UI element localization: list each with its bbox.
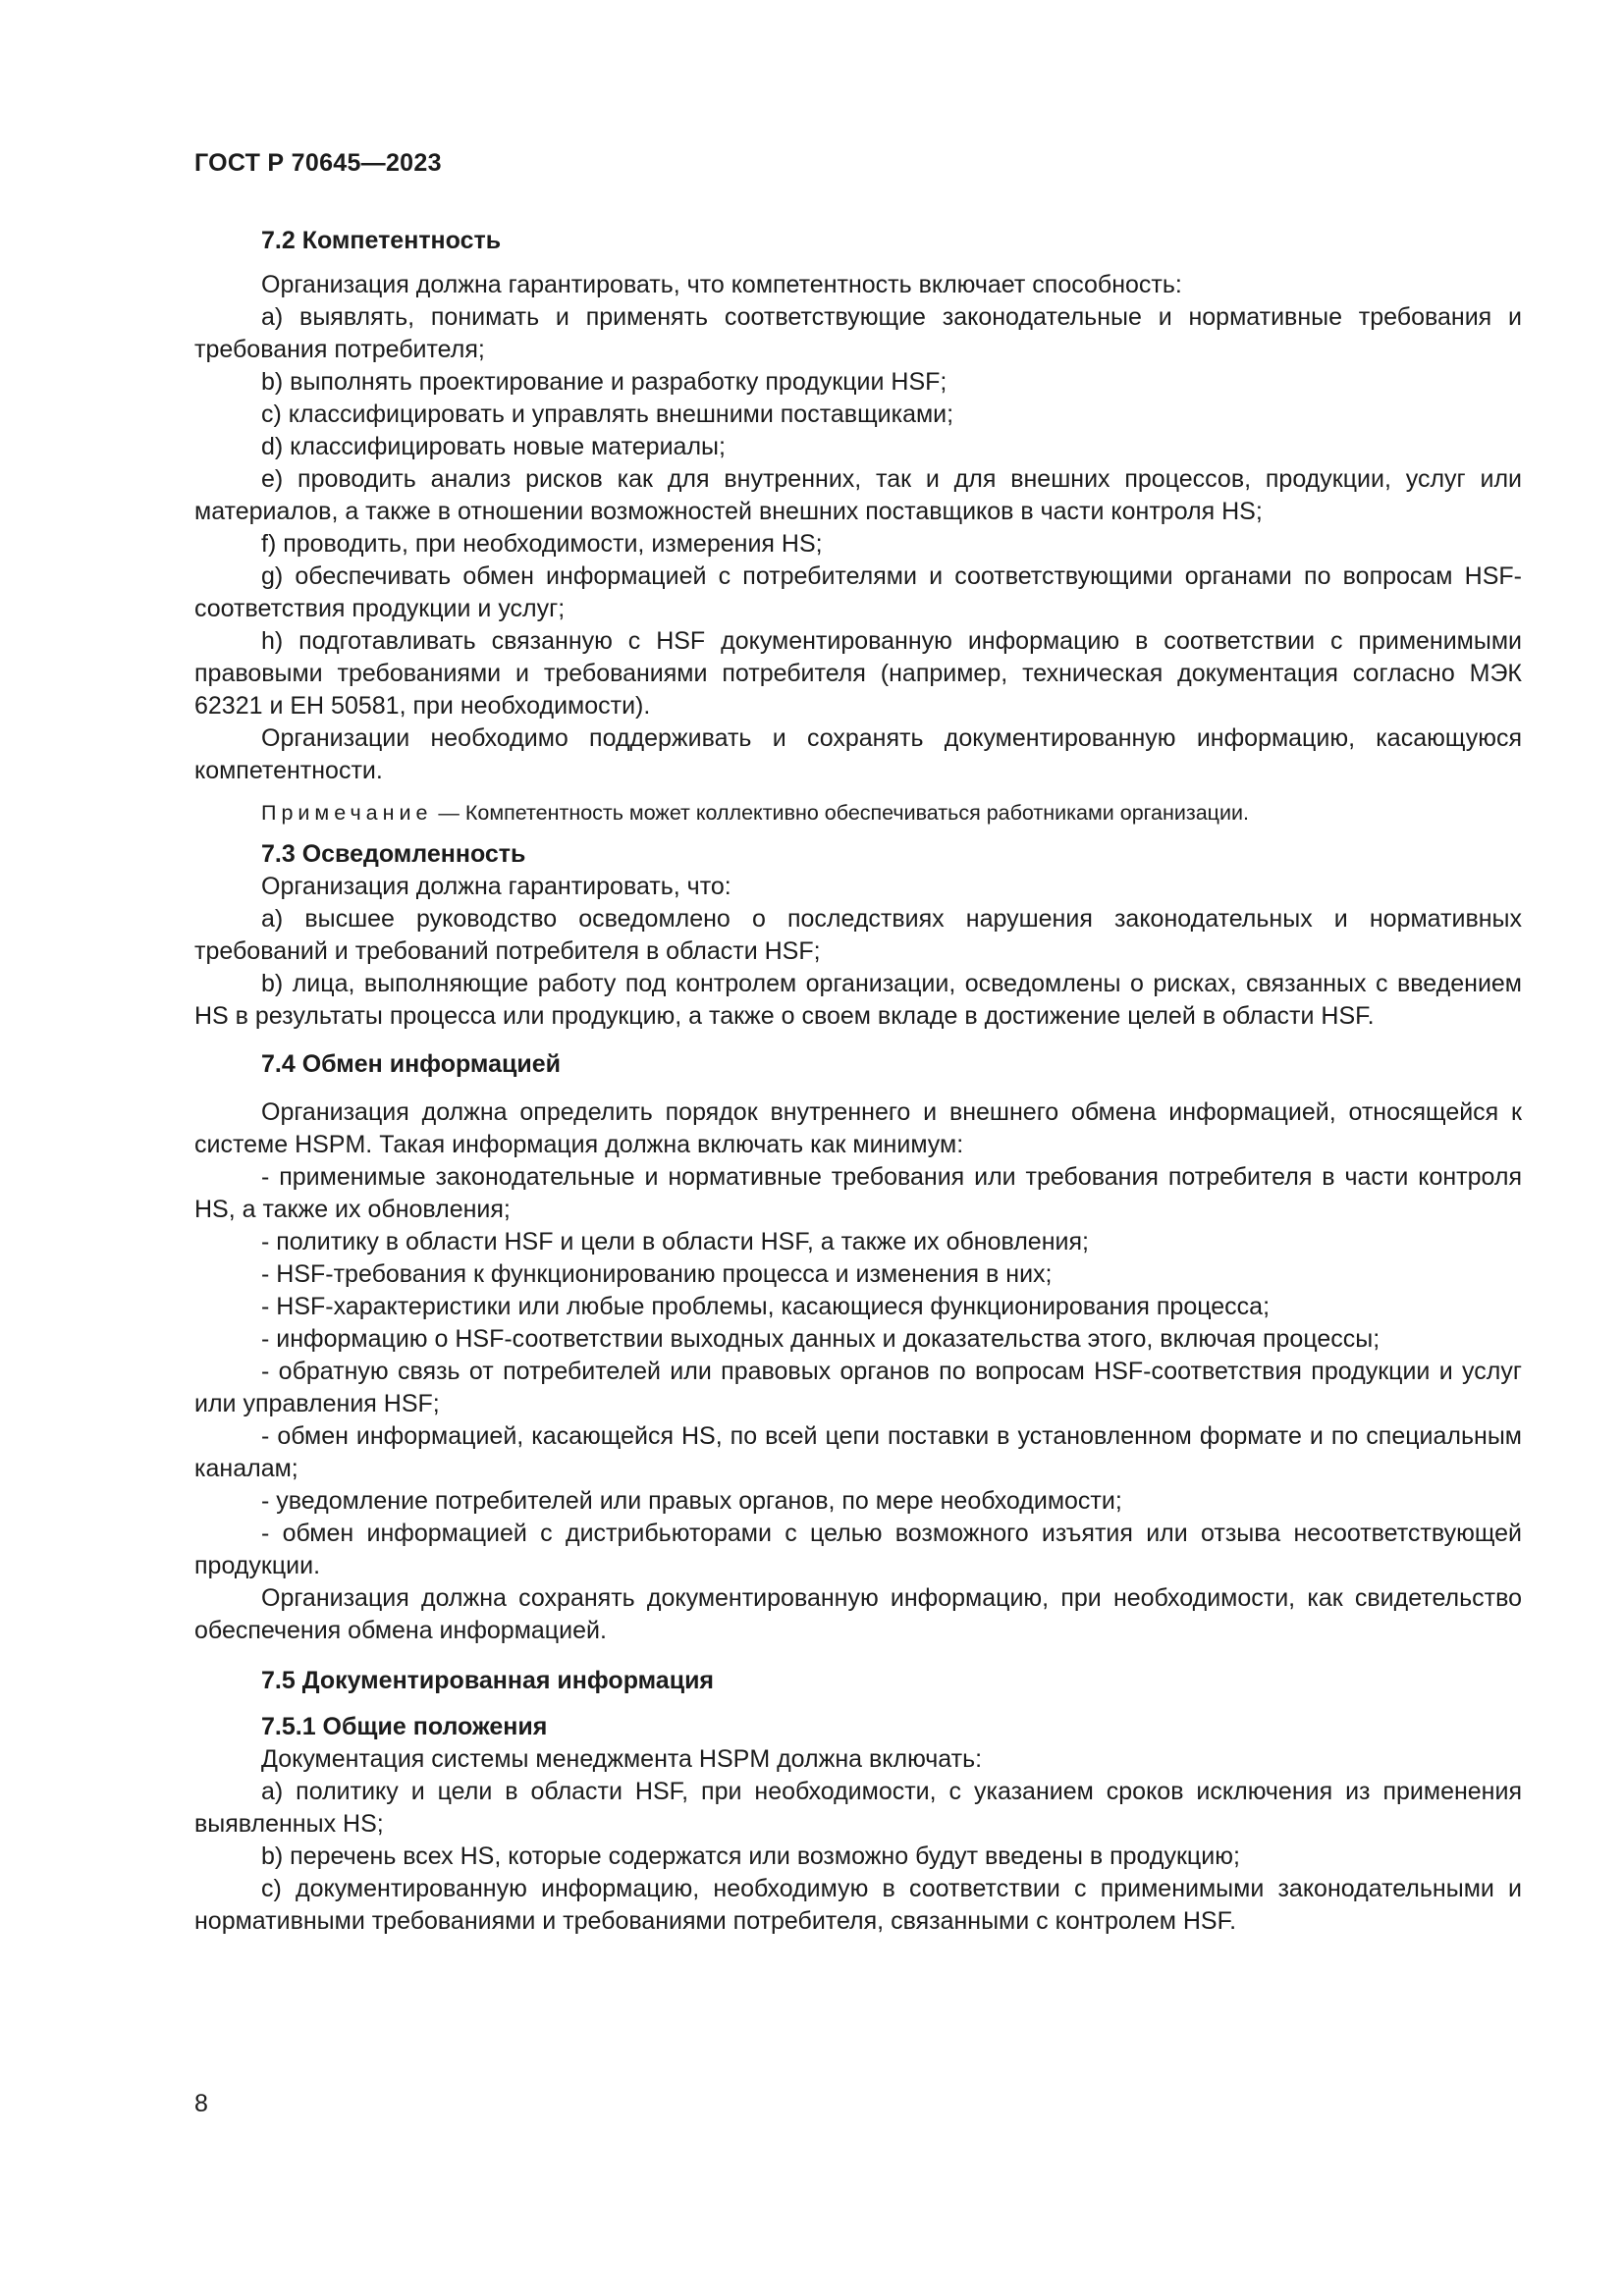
section-7-4-item-1: - применимые законодательные и нормативные требования или требования потребителя в части контроля HS, а также их обновления; [194,1163,1522,1223]
section-7-2-item-g: g) обеспечивать обмен информацией с потребителями и соответствующими органами по вопросам HSF-соответствия продукции и услуг; [194,562,1522,622]
section-7-2-note [194,798,1522,828]
section-7-2-item-b: b) выполнять проектирование и разработку продукции HSF; [261,368,947,396]
section-7-4-item-4: - HSF-характеристики или любые проблемы, касающиеся функционирования процесса; [261,1293,1271,1320]
section-7-4-item-2: - политику в области HSF и цели в области HSF, а также их обновления; [261,1228,1089,1255]
section-7-2-title: 7.2 Компетентность [261,227,502,254]
page-number: 8 [194,2090,208,2117]
section-7-3-item-a: a) высшее руководство осведомлено о последствиях нарушения законодательных и нормативных требований и требований потребителя в области HSF; [194,905,1522,965]
section-7-4-item-8: - уведомление потребителей или правых органов, по мере необходимости; [261,1487,1122,1515]
section-7-2-item-a: a) выявлять, понимать и применять соответствующие законодательные и нормативные требования и требования потребителя; [194,303,1522,363]
document-header: ГОСТ Р 70645—2023 [194,149,442,177]
section-7-5-1-title: 7.5.1 Общие положения [261,1713,548,1740]
section-7-3-title: 7.3 Осведомленность [261,840,526,868]
section-7-2-item-c: c) классифицировать и управлять внешними поставщиками; [261,400,954,428]
section-7-2-item-e: e) проводить анализ рисков как для внутренних, так и для внешних процессов, продукции, услуг или материалов, а также в отношении возможностей внешних поставщиков в части контроля HS; [194,465,1522,525]
section-7-4-item-3: - HSF-требования к функционированию процесса и изменения в них; [261,1260,1053,1288]
section-7-5-1-intro: Документация системы менеджмента HSPM должна включать: [261,1745,983,1773]
note-text: — Компетентность может коллективно обеспечиваться работниками организации. [432,801,1249,825]
section-7-3-item-b: b) лица, выполняющие работу под контролем организации, осведомлены о рисках, связанных с введением HS в результаты процесса или продукцию, а также о своем вкладе в достижение целей в области HSF. [194,970,1522,1030]
section-7-4-item-5: - информацию о HSF-соответствии выходных данных и доказательства этого, включая процессы; [261,1325,1380,1353]
section-7-5-1-item-b: b) перечень всех HS, которые содержатся или возможно будут введены в продукцию; [261,1842,1240,1870]
section-7-2-item-d: d) классифицировать новые материалы; [261,433,726,460]
section-7-4-item-9: - обмен информацией с дистрибьюторами с целью возможного изъятия или отзыва несоответствующей продукции. [194,1520,1522,1579]
section-7-5-title: 7.5 Документированная информация [261,1667,715,1694]
section-7-2-item-h: h) подготавливать связанную с HSF документированную информацию в соответствии с применимыми правовыми требованиями и требованиями потребителя (например, техническая документация согласно МЭК 62321 и ЕН 50581, при необходимости). [194,627,1522,720]
section-7-4-item-7: - обмен информацией, касающейся HS, по всей цепи поставки в установленном формате и по специальным каналам; [194,1422,1522,1482]
section-7-4-intro: Организация должна определить порядок внутреннего и внешнего обмена информацией, относящейся к системе HSPM. Такая информация должна включать как минимум: [194,1098,1522,1158]
section-7-4-closing: Организация должна сохранять документированную информацию, при необходимости, как свидетельство обеспечения обмена информацией. [194,1584,1522,1644]
section-7-4-title: 7.4 Обмен информацией [261,1050,562,1078]
section-7-5-1-item-a: a) политику и цели в области HSF, при необходимости, с указанием сроков исключения из применения выявленных HS; [194,1778,1522,1838]
section-7-5-1-item-c: c) документированную информацию, необходимую в соответствии с применимыми законодательными и нормативными требованиями и требованиями потребителя, связанными с контролем HSF. [194,1875,1522,1935]
section-7-2-item-f: f) проводить, при необходимости, измерения HS; [261,530,823,558]
section-7-3-intro: Организация должна гарантировать, что: [261,873,731,900]
section-7-2-closing: Организации необходимо поддерживать и сохранять документированную информацию, касающуюся компетентности. [194,724,1522,784]
page-content [194,225,1522,1938]
note-label: Примечание [261,801,433,825]
section-7-4-item-6: - обратную связь от потребителей или правовых органов по вопросам HSF-соответствия продукции и услуг или управления HSF; [194,1358,1522,1417]
section-7-2-intro: Организация должна гарантировать, что компетентность включает способность: [261,271,1182,298]
